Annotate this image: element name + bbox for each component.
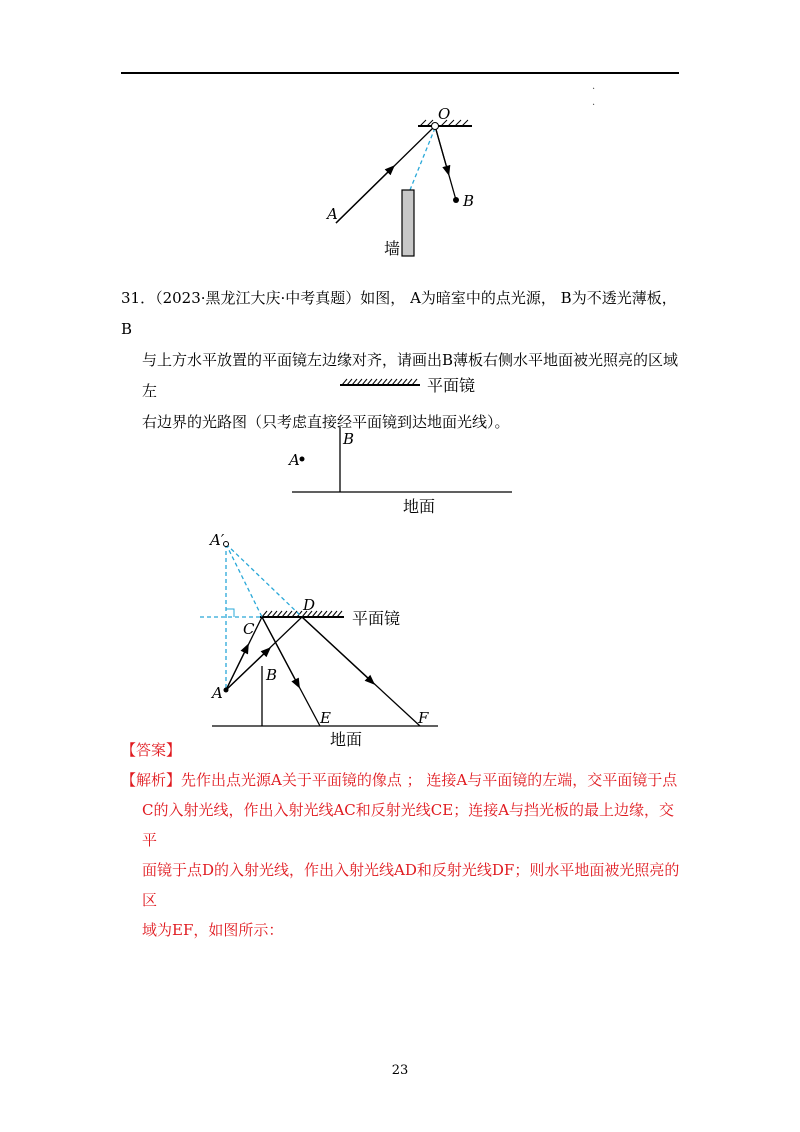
fig3-label-A-prime: A′ xyxy=(210,531,225,549)
fig1-point-O xyxy=(432,123,439,130)
fig3-label-C: C xyxy=(243,620,255,638)
fig1-point-B xyxy=(453,197,459,203)
fig1-wall xyxy=(402,190,414,256)
fig1-label-wall: 墙 xyxy=(384,239,401,258)
analysis-line-1: 【解析】先作出点光源A关于平面镜的像点 ； 连接A与平面镜的左端，交平面镜于点 xyxy=(121,771,678,789)
fig2-point-A xyxy=(300,457,305,462)
question-line-3: 右边界的光路图（只考虑直接经平面镜到达地面光线）。 xyxy=(142,413,510,431)
fig3-label-E: E xyxy=(320,709,331,727)
fig2-ground-label: 地面 xyxy=(403,497,436,516)
fig3-mirror-label: 平面镜 xyxy=(352,609,401,628)
analysis-line-4: 域为EF，如图所示： xyxy=(142,921,284,939)
question-line-1: 31．（2023·黑龙江大庆·中考真题）如图， A为暗室中的点光源， B为不透光薄板， B xyxy=(121,289,677,338)
question-number: 31． xyxy=(121,289,156,307)
figure-1-diagram xyxy=(325,105,474,258)
fig3-ground-label: 地面 xyxy=(330,730,363,749)
page-number: 23 xyxy=(391,1063,409,1078)
figure-3-diagram xyxy=(200,531,438,749)
fig3-label-F: F xyxy=(418,709,429,727)
fig1-label-A: A xyxy=(327,205,338,223)
fig3-label-D: D xyxy=(303,596,316,614)
fig1-dashed-line xyxy=(410,128,435,190)
fig1-label-O: O xyxy=(438,105,451,123)
fig2-mirror-label: 平面镜 xyxy=(427,376,476,395)
question-line-2: 与上方水平放置的平面镜左边缘对齐，请画出B薄板右侧水平地面被光照亮的区域左 xyxy=(142,351,679,400)
fig3-label-A: A xyxy=(212,684,223,702)
fig2-label-A: A xyxy=(289,451,300,469)
fig3-right-angle-mark xyxy=(226,609,234,617)
header-dots: · · xyxy=(592,84,596,111)
fig3-label-B: B xyxy=(266,666,278,684)
fig1-reflected-arrow xyxy=(435,126,448,172)
fig2-label-B: B xyxy=(343,430,355,448)
question-31 xyxy=(121,283,681,438)
analysis-line-2: C的入射光线，作出入射光线AC和反射光线CE；连接A与挡光板的最上边缘，交平 xyxy=(142,801,675,849)
fig3-point-A-prime xyxy=(224,542,229,547)
fig3-point-A xyxy=(224,688,229,693)
answer-heading: 【答案】 xyxy=(121,741,182,759)
analysis-line-3: 面镜于点D的入射光线，作出入射光线AD和反射光线DF；则水平地面被光照亮的区 xyxy=(142,861,680,909)
fig1-label-B: B xyxy=(463,192,475,210)
fig1-incident-arrow xyxy=(336,168,392,223)
answer-section xyxy=(121,735,686,945)
